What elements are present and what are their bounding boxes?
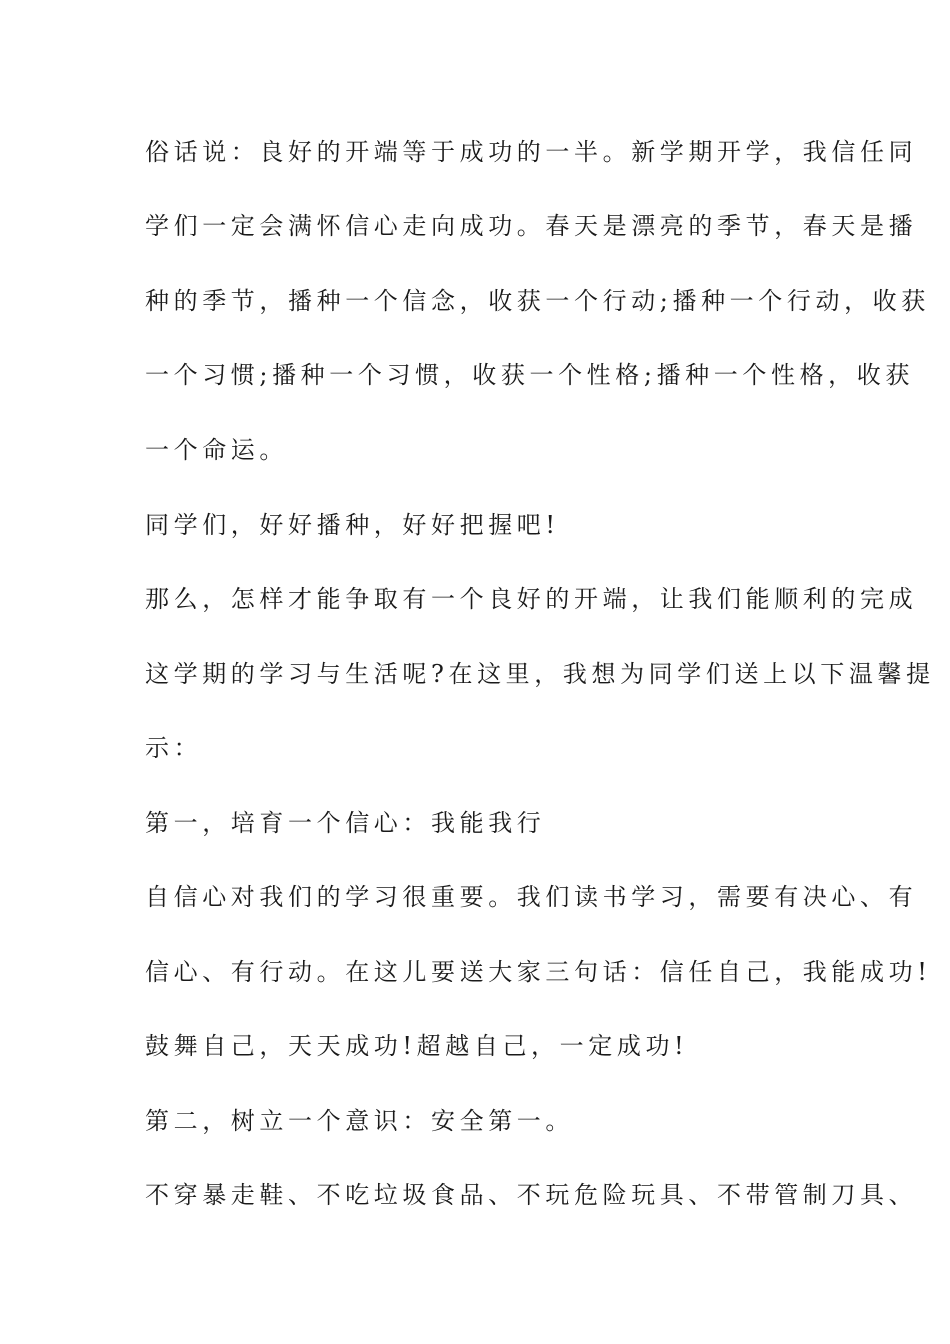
text-line: 种的季节，播种一个信念，收获一个行动;播种一个行动，收获: [145, 287, 930, 315]
text-line: 信心、有行动。在这儿要送大家三句话：信任自己，我能成功!: [145, 958, 932, 986]
text-line: 学们一定会满怀信心走向成功。春天是漂亮的季节，春天是播: [145, 212, 918, 240]
text-line: 一个习惯;播种一个习惯，收获一个性格;播种一个性格，收获: [145, 361, 914, 389]
section-heading: 第二，树立一个意识：安全第一。: [145, 1107, 574, 1135]
text-line: 那么，怎样才能争取有一个良好的开端，让我们能顺利的完成: [145, 585, 918, 613]
text-line: 不穿暴走鞋、不吃垃圾食品、不玩危险玩具、不带管制刀具、: [145, 1181, 918, 1209]
text-line: 鼓舞自己，天天成功!超越自己，一定成功!: [145, 1032, 689, 1060]
text-line: 同学们，好好播种，好好把握吧!: [145, 511, 560, 539]
text-line: 这学期的学习与生活呢?在这里，我想为同学们送上以下温馨提: [145, 660, 935, 688]
text-line: 自信心对我们的学习很重要。我们读书学习，需要有决心、有: [145, 883, 918, 911]
text-line: 俗话说：良好的开端等于成功的一半。新学期开学，我信任同: [145, 138, 918, 166]
text-line: 一个命运。: [145, 436, 288, 464]
text-line: 示：: [145, 734, 203, 762]
section-heading: 第一，培育一个信心：我能我行: [145, 809, 546, 837]
